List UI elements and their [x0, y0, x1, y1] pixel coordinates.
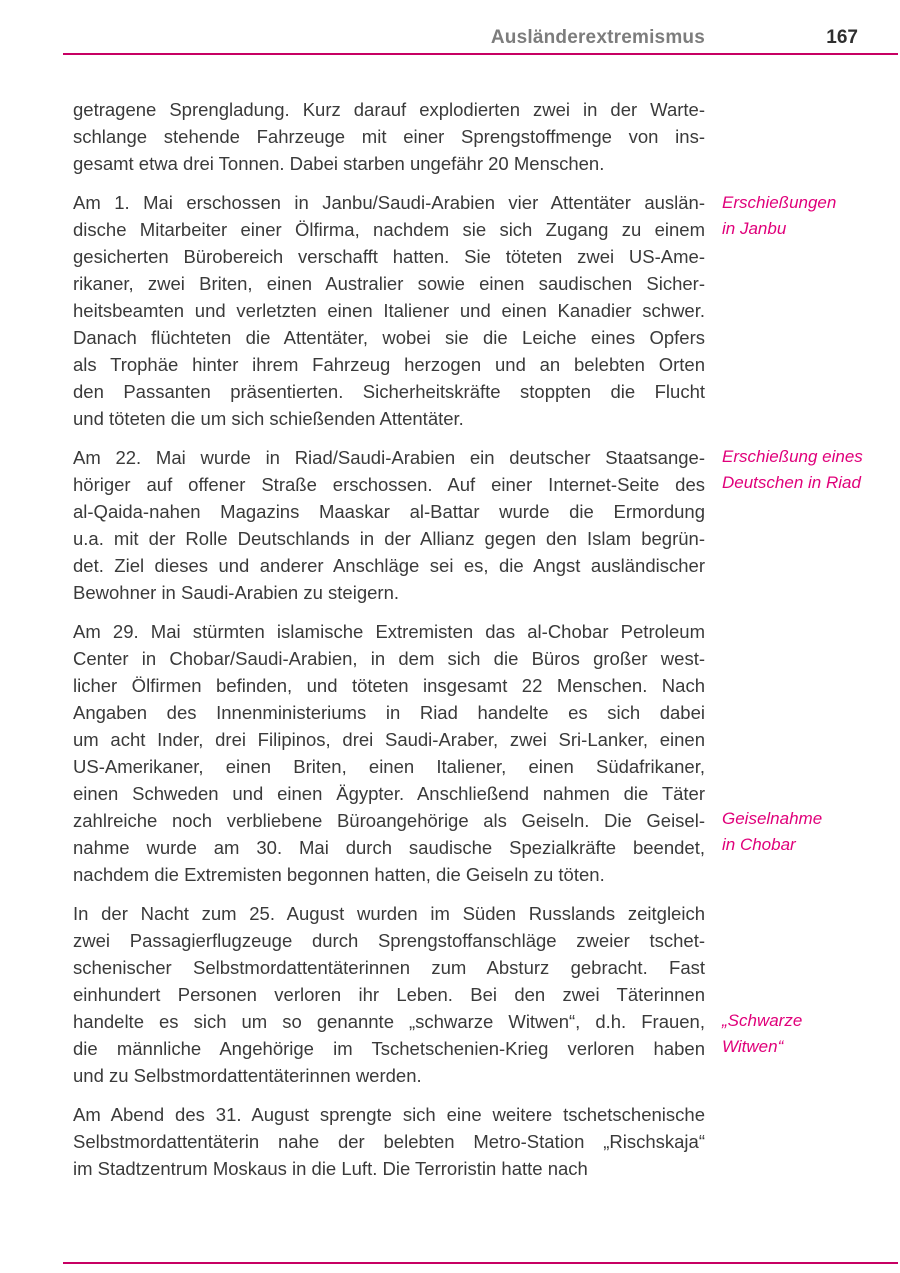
text-line: den Passanten präsentierten. Sicherheitskräfte stoppten die Flucht: [73, 381, 705, 402]
text-line: Am 29. Mai stürmten islamische Extremisten das al-Chobar Petroleum: [73, 621, 705, 642]
text-line: Am 22. Mai wurde in Riad/Saudi-Arabien ein deutscher Staatsange-: [73, 447, 705, 468]
text-line: schlange stehende Fahrzeuge mit einer Sprengstoffmenge von ins-: [73, 126, 705, 147]
margin-note-line: Erschießungen: [722, 193, 837, 212]
paragraph: [73, 96, 705, 177]
text-line: nachdem die Extremisten begonnen hatten, die Geiseln zu töten.: [73, 864, 605, 885]
text-line: heitsbeamten und verletzten einen Italiener und einen Kanadier schwer.: [73, 300, 705, 321]
body-text: [73, 96, 705, 1194]
text-line: höriger auf offener Straße erschossen. Auf einer Internet-Seite des: [73, 474, 705, 495]
text-line: einen Schweden und einen Ägypter. Anschließend nahmen die Täter: [73, 783, 705, 804]
footer-rule: [63, 1262, 898, 1264]
text-line: Am Abend des 31. August sprengte sich eine weitere tschetschenische: [73, 1104, 705, 1125]
text-line: Selbstmordattentäterin nahe der belebten Metro-Station „Rischskaja“: [73, 1131, 705, 1152]
text-line: um acht Inder, drei Filipinos, drei Saudi-Araber, zwei Sri-Lanker, einen: [73, 729, 705, 750]
margin-note: [722, 190, 897, 242]
text-line: als Trophäe hinter ihrem Fahrzeug herzogen und an belebten Orten: [73, 354, 705, 375]
margin-note: [722, 444, 897, 496]
text-line: Bewohner in Saudi-Arabien zu steigern.: [73, 582, 399, 603]
paragraph: [73, 618, 705, 888]
text-line: u.a. mit der Rolle Deutschlands in der Allianz gegen den Islam begrün-: [73, 528, 705, 549]
margin-note-line: „Schwarze: [722, 1011, 803, 1030]
margin-note-line: in Chobar: [722, 835, 796, 854]
text-line: In der Nacht zum 25. August wurden im Süden Russlands zeitgleich: [73, 903, 705, 924]
margin-note-line: in Janbu: [722, 219, 787, 238]
paragraph: [73, 1101, 705, 1182]
paragraph: [73, 444, 705, 606]
text-line: handelte es sich um so genannte „schwarze Witwen“, d.h. Frauen,: [73, 1011, 705, 1032]
text-line: det. Ziel dieses und anderer Anschläge sei es, die Angst ausländischer: [73, 555, 705, 576]
margin-note-line: Geiselnahme: [722, 809, 823, 828]
text-line: gesicherten Bürobereich verschafft hatten. Sie töteten zwei US-Ame-: [73, 246, 705, 267]
text-line: schenischer Selbstmordattentäterinnen zum Absturz gebracht. Fast: [73, 957, 705, 978]
text-line: und zu Selbstmordattentäterinnen werden.: [73, 1065, 422, 1086]
text-line: US-Amerikaner, einen Briten, einen Italiener, einen Südafrikaner,: [73, 756, 705, 777]
text-line: und töteten die um sich schießenden Attentäter.: [73, 408, 464, 429]
text-line: gesamt etwa drei Tonnen. Dabei starben ungefähr 20 Menschen.: [73, 153, 605, 174]
section-title: Ausländerextremismus: [490, 27, 705, 48]
text-line: zahlreiche noch verbliebene Büroangehörige als Geiseln. Die Geisel-: [73, 810, 705, 831]
margin-note-line: Erschießung eines: [722, 447, 863, 466]
text-line: Am 1. Mai erschossen in Janbu/Saudi-Arabien vier Attentäter auslän-: [73, 192, 705, 213]
text-line: Angaben des Innenministeriums in Riad handelte es sich dabei: [73, 702, 705, 723]
text-line: Danach flüchteten die Attentäter, wobei sie die Leiche eines Opfers: [73, 327, 705, 348]
text-line: getragene Sprengladung. Kurz darauf explodierten zwei in der Warte-: [73, 99, 705, 120]
text-line: rikaner, zwei Briten, einen Australier sowie einen saudischen Sicher-: [73, 273, 705, 294]
paragraph: [73, 189, 705, 432]
text-line: licher Ölfirmen befinden, und töteten insgesamt 22 Menschen. Nach: [73, 675, 705, 696]
margin-note: [722, 806, 897, 858]
margin-note-line: Witwen“: [722, 1037, 784, 1056]
text-line: Center in Chobar/Saudi-Arabien, in dem sich die Büros großer west-: [73, 648, 705, 669]
paragraph: [73, 900, 705, 1089]
text-line: einhundert Personen verloren ihr Leben. Bei den zwei Täterinnen: [73, 984, 705, 1005]
text-line: nahme wurde am 30. Mai durch saudische Spezialkräfte beendet,: [73, 837, 705, 858]
text-line: dische Mitarbeiter einer Ölfirma, nachdem sie sich Zugang zu einem: [73, 219, 705, 240]
margin-note: [722, 1008, 897, 1060]
header-rule: [63, 53, 898, 55]
text-line: zwei Passagierflugzeuge durch Sprengstoffanschläge zweier tschet-: [73, 930, 705, 951]
margin-note-line: Deutschen in Riad: [722, 473, 861, 492]
text-line: die männliche Angehörige im Tschetschenien-Krieg verloren haben: [73, 1038, 705, 1059]
text-line: im Stadtzentrum Moskaus in die Luft. Die Terroristin hatte nach: [73, 1158, 588, 1179]
text-line: al-Qaida-nahen Magazins Maaskar al-Battar wurde die Ermordung: [73, 501, 705, 522]
page-number: 167: [826, 27, 858, 48]
